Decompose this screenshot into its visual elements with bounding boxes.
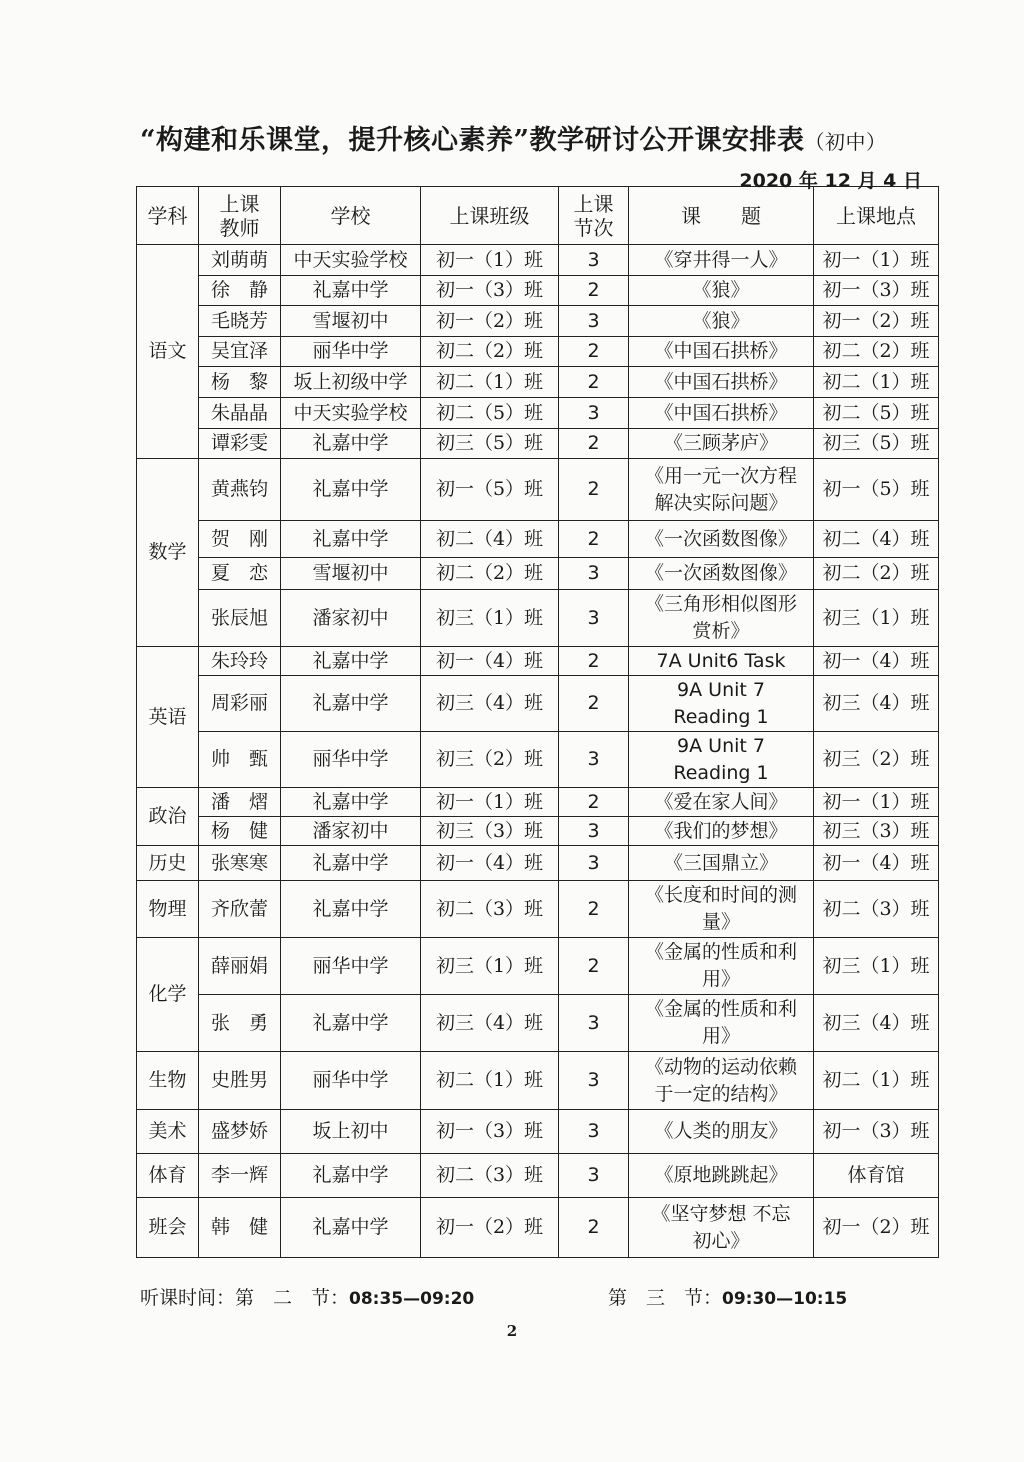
class-cell: 初一（5）班 — [421, 459, 559, 521]
topic-cell: 《金属的性质和利 用》 — [629, 995, 814, 1052]
topic-cell: 《穿井得一人》 — [629, 245, 814, 276]
header-row — [137, 187, 939, 245]
class-cell: 初三（4）班 — [421, 676, 559, 732]
teacher-cell: 潘 熠 — [199, 788, 281, 817]
school-cell: 礼嘉中学 — [281, 1198, 421, 1258]
school-cell: 雪堰初中 — [281, 558, 421, 590]
class-cell: 初二（1）班 — [421, 367, 559, 398]
table-row — [137, 788, 939, 817]
page-title — [140, 118, 940, 157]
table-row — [137, 647, 939, 676]
school-cell: 礼嘉中学 — [281, 429, 421, 459]
table-row — [137, 995, 939, 1052]
teacher-cell: 徐 静 — [199, 276, 281, 306]
school-cell: 中天实验学校 — [281, 245, 421, 276]
class-cell: 初三（1）班 — [421, 938, 559, 995]
subject-cell: 历史 — [137, 846, 199, 881]
teacher-cell: 杨 健 — [199, 817, 281, 846]
subject-cell: 生物 — [137, 1052, 199, 1110]
location-cell: 初二（1）班 — [814, 367, 939, 398]
footer-time-1: 08:35—09:20 — [349, 1289, 475, 1309]
topic-cell: 《金属的性质和利 用》 — [629, 938, 814, 995]
header-period: 上课 节次 — [559, 187, 629, 245]
period-cell: 2 — [559, 881, 629, 938]
teacher-cell: 毛晓芳 — [199, 306, 281, 337]
teacher-cell: 刘萌萌 — [199, 245, 281, 276]
teacher-cell: 张 勇 — [199, 995, 281, 1052]
footer-time-2: 09:30—10:15 — [722, 1289, 848, 1309]
school-cell: 中天实验学校 — [281, 398, 421, 429]
title-note: （初中） — [804, 130, 887, 154]
period-cell: 2 — [559, 367, 629, 398]
school-cell: 礼嘉中学 — [281, 1154, 421, 1198]
class-cell: 初三（2）班 — [421, 732, 559, 788]
location-cell: 初三（1）班 — [814, 590, 939, 647]
location-cell: 初二（4）班 — [814, 521, 939, 558]
class-cell: 初二（3）班 — [421, 1154, 559, 1198]
teacher-cell: 杨 黎 — [199, 367, 281, 398]
topic-cell: 《狼》 — [629, 306, 814, 337]
location-cell: 初一（4）班 — [814, 647, 939, 676]
class-cell: 初一（1）班 — [421, 788, 559, 817]
location-cell: 初二（1）班 — [814, 1052, 939, 1110]
table-row — [137, 306, 939, 337]
table-row — [137, 881, 939, 938]
table-row — [137, 1110, 939, 1154]
period-cell: 3 — [559, 1052, 629, 1110]
teacher-cell: 吴宜泽 — [199, 337, 281, 367]
subject-cell: 语文 — [137, 245, 199, 459]
school-cell: 礼嘉中学 — [281, 276, 421, 306]
period-cell: 2 — [559, 276, 629, 306]
location-cell: 初二（5）班 — [814, 398, 939, 429]
teacher-cell: 韩 健 — [199, 1198, 281, 1258]
class-cell: 初一（3）班 — [421, 1110, 559, 1154]
class-cell: 初三（4）班 — [421, 995, 559, 1052]
topic-cell: 7A Unit6 Task — [629, 647, 814, 676]
location-cell: 初一（3）班 — [814, 1110, 939, 1154]
period-cell: 3 — [559, 558, 629, 590]
footer-period-3 — [608, 1283, 847, 1310]
topic-cell: 《人类的朋友》 — [629, 1110, 814, 1154]
topic-cell: 《中国石拱桥》 — [629, 398, 814, 429]
class-cell: 初二（4）班 — [421, 521, 559, 558]
header-topic: 课 题 — [629, 187, 814, 245]
table-row — [137, 558, 939, 590]
period-cell: 3 — [559, 398, 629, 429]
location-cell: 初二（3）班 — [814, 881, 939, 938]
school-cell: 坂上初级中学 — [281, 367, 421, 398]
table-row — [137, 817, 939, 846]
topic-cell: 《中国石拱桥》 — [629, 337, 814, 367]
subject-cell: 英语 — [137, 647, 199, 788]
table-row — [137, 337, 939, 367]
school-cell: 雪堰初中 — [281, 306, 421, 337]
school-cell: 潘家初中 — [281, 590, 421, 647]
location-cell: 初三（3）班 — [814, 817, 939, 846]
table-row — [137, 429, 939, 459]
topic-cell: 《用一元一次方程 解决实际问题》 — [629, 459, 814, 521]
teacher-cell: 史胜男 — [199, 1052, 281, 1110]
table-row — [137, 846, 939, 881]
teacher-cell: 谭彩雯 — [199, 429, 281, 459]
period-cell: 3 — [559, 817, 629, 846]
table-row — [137, 367, 939, 398]
table-row — [137, 1198, 939, 1258]
teacher-cell: 黄燕钧 — [199, 459, 281, 521]
period-cell: 2 — [559, 788, 629, 817]
topic-cell: 《原地跳跳起》 — [629, 1154, 814, 1198]
teacher-cell: 薛丽娟 — [199, 938, 281, 995]
period-cell: 2 — [559, 676, 629, 732]
footer-period-2 — [140, 1283, 474, 1310]
period-cell: 3 — [559, 995, 629, 1052]
table-row — [137, 459, 939, 521]
topic-cell: 《中国石拱桥》 — [629, 367, 814, 398]
subject-cell: 化学 — [137, 938, 199, 1052]
school-cell: 礼嘉中学 — [281, 459, 421, 521]
topic-cell: 《一次函数图像》 — [629, 558, 814, 590]
table-row — [137, 938, 939, 995]
location-cell: 初三（4）班 — [814, 676, 939, 732]
teacher-cell: 张辰旭 — [199, 590, 281, 647]
topic-cell: 《动物的运动依赖 于一定的结构》 — [629, 1052, 814, 1110]
footer-label-2: 第 三 节： — [608, 1287, 723, 1309]
topic-cell: 《三国鼎立》 — [629, 846, 814, 881]
period-cell: 3 — [559, 846, 629, 881]
class-cell: 初一（2）班 — [421, 1198, 559, 1258]
topic-cell: 《我们的梦想》 — [629, 817, 814, 846]
topic-cell: 《一次函数图像》 — [629, 521, 814, 558]
class-cell: 初二（5）班 — [421, 398, 559, 429]
teacher-cell: 夏 恋 — [199, 558, 281, 590]
header-teacher: 上课 教师 — [199, 187, 281, 245]
subject-cell: 体育 — [137, 1154, 199, 1198]
location-cell: 初一（1）班 — [814, 788, 939, 817]
school-cell: 坂上初中 — [281, 1110, 421, 1154]
table-row — [137, 1154, 939, 1198]
header-school: 学校 — [281, 187, 421, 245]
header-class: 上课班级 — [421, 187, 559, 245]
location-cell: 初三（2）班 — [814, 732, 939, 788]
location-cell: 初二（2）班 — [814, 337, 939, 367]
school-cell: 礼嘉中学 — [281, 788, 421, 817]
school-cell: 丽华中学 — [281, 1052, 421, 1110]
period-cell: 3 — [559, 245, 629, 276]
topic-cell: 《三顾茅庐》 — [629, 429, 814, 459]
teacher-cell: 帅 甄 — [199, 732, 281, 788]
period-cell: 2 — [559, 429, 629, 459]
class-cell: 初二（1）班 — [421, 1052, 559, 1110]
class-cell: 初二（3）班 — [421, 881, 559, 938]
school-cell: 丽华中学 — [281, 732, 421, 788]
location-cell: 初一（4）班 — [814, 846, 939, 881]
topic-cell: 9A Unit 7 Reading 1 — [629, 732, 814, 788]
topic-cell: 《坚守梦想 不忘 初心》 — [629, 1198, 814, 1258]
school-cell: 潘家初中 — [281, 817, 421, 846]
period-cell: 3 — [559, 1110, 629, 1154]
title-main: “构建和乐课堂，提升核心素养”教学研讨公开课安排表 — [140, 125, 805, 156]
schedule-table — [136, 186, 939, 1258]
teacher-cell: 朱玲玲 — [199, 647, 281, 676]
table-row — [137, 276, 939, 306]
class-cell: 初三（3）班 — [421, 817, 559, 846]
table-row — [137, 521, 939, 558]
class-cell: 初三（5）班 — [421, 429, 559, 459]
table-row — [137, 732, 939, 788]
period-cell: 2 — [559, 938, 629, 995]
topic-cell: 《爱在家人间》 — [629, 788, 814, 817]
subject-cell: 数学 — [137, 459, 199, 647]
period-cell: 2 — [559, 521, 629, 558]
document-date: 2020 年 12 月 4 日 — [739, 170, 922, 192]
table-row — [137, 245, 939, 276]
location-cell: 初三（4）班 — [814, 995, 939, 1052]
topic-cell: 《长度和时间的测 量》 — [629, 881, 814, 938]
school-cell: 礼嘉中学 — [281, 846, 421, 881]
location-cell: 体育馆 — [814, 1154, 939, 1198]
teacher-cell: 贺 刚 — [199, 521, 281, 558]
class-cell: 初一（1）班 — [421, 245, 559, 276]
subject-cell: 美术 — [137, 1110, 199, 1154]
teacher-cell: 朱晶晶 — [199, 398, 281, 429]
school-cell: 丽华中学 — [281, 938, 421, 995]
table-row — [137, 676, 939, 732]
subject-cell: 班会 — [137, 1198, 199, 1258]
school-cell: 礼嘉中学 — [281, 647, 421, 676]
period-cell: 2 — [559, 459, 629, 521]
teacher-cell: 张寒寒 — [199, 846, 281, 881]
location-cell: 初一（1）班 — [814, 245, 939, 276]
subject-cell: 政治 — [137, 788, 199, 846]
period-cell: 2 — [559, 647, 629, 676]
teacher-cell: 盛梦娇 — [199, 1110, 281, 1154]
location-cell: 初三（5）班 — [814, 429, 939, 459]
class-cell: 初三（1）班 — [421, 590, 559, 647]
period-cell: 2 — [559, 1198, 629, 1258]
location-cell: 初一（2）班 — [814, 1198, 939, 1258]
location-cell: 初一（2）班 — [814, 306, 939, 337]
topic-cell: 9A Unit 7 Reading 1 — [629, 676, 814, 732]
topic-cell: 《狼》 — [629, 276, 814, 306]
header-location: 上课地点 — [814, 187, 939, 245]
subject-cell: 物理 — [137, 881, 199, 938]
period-cell: 3 — [559, 1154, 629, 1198]
schedule-body — [137, 245, 939, 1258]
teacher-cell: 齐欣蕾 — [199, 881, 281, 938]
teacher-cell: 周彩丽 — [199, 676, 281, 732]
table-row — [137, 398, 939, 429]
period-cell: 2 — [559, 337, 629, 367]
class-cell: 初一（4）班 — [421, 846, 559, 881]
location-cell: 初三（1）班 — [814, 938, 939, 995]
location-cell: 初一（3）班 — [814, 276, 939, 306]
class-cell: 初二（2）班 — [421, 558, 559, 590]
class-cell: 初一（2）班 — [421, 306, 559, 337]
period-cell: 3 — [559, 306, 629, 337]
school-cell: 丽华中学 — [281, 337, 421, 367]
page-number: 2 — [506, 1322, 518, 1340]
header-subject: 学科 — [137, 187, 199, 245]
school-cell: 礼嘉中学 — [281, 676, 421, 732]
school-cell: 礼嘉中学 — [281, 521, 421, 558]
class-cell: 初二（2）班 — [421, 337, 559, 367]
location-cell: 初一（5）班 — [814, 459, 939, 521]
school-cell: 礼嘉中学 — [281, 995, 421, 1052]
class-cell: 初一（4）班 — [421, 647, 559, 676]
period-cell: 3 — [559, 732, 629, 788]
table-row — [137, 1052, 939, 1110]
table-row — [137, 590, 939, 647]
location-cell: 初二（2）班 — [814, 558, 939, 590]
period-cell: 3 — [559, 590, 629, 647]
footer-label-1: 听课时间：第 二 节： — [140, 1287, 350, 1309]
topic-cell: 《三角形相似图形 赏析》 — [629, 590, 814, 647]
class-cell: 初一（3）班 — [421, 276, 559, 306]
teacher-cell: 李一辉 — [199, 1154, 281, 1198]
school-cell: 礼嘉中学 — [281, 881, 421, 938]
